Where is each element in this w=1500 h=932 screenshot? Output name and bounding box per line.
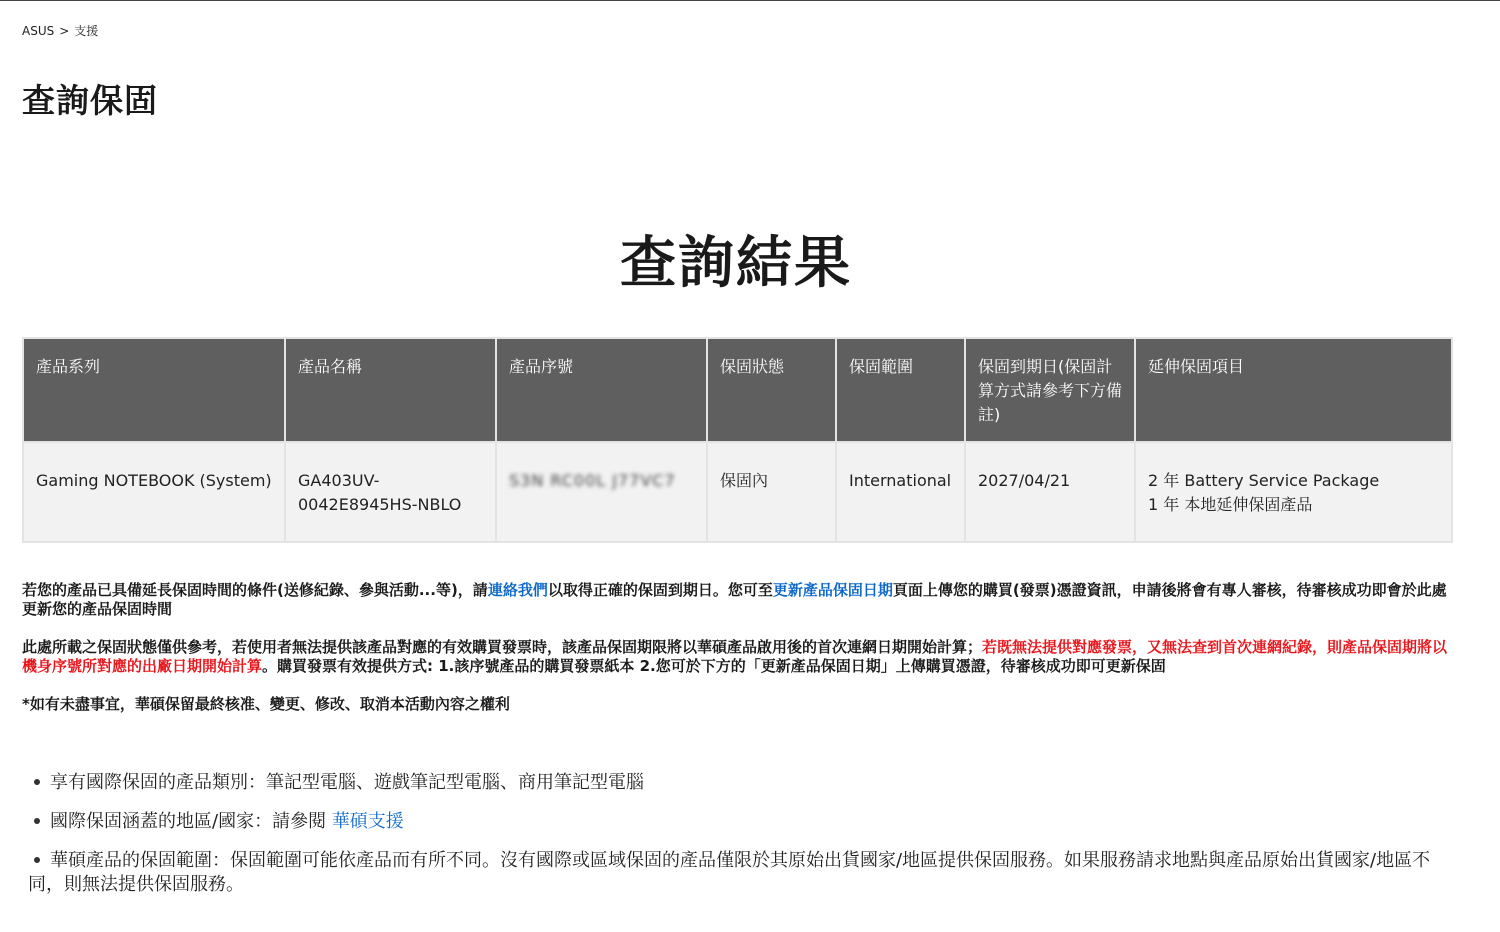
cell-serial-number [496,442,707,542]
breadcrumb-asus-link[interactable]: ASUS [22,24,55,38]
warranty-result-table [22,337,1453,543]
cell-extended-warranty [1135,442,1452,542]
breadcrumb-separator: > [59,24,70,38]
result-title: 查詢結果 [620,231,852,296]
extended-item: 1 年 本地延伸保固產品 [1148,495,1313,514]
warranty-info-list [28,771,1448,912]
header-product-series: 產品系列 [23,338,285,442]
table-row [23,442,1452,542]
header-warranty-status: 保固狀態 [707,338,836,442]
cell-product-name: GA403UV-0042E8945HS-NBLO [285,442,496,542]
note-extension: 若您的產品已具備延長保固時間的條件(送修紀錄、參與活動...等)，請連絡我們以取得正確的保固到期日。您可至更新產品保固日期頁面上傳您的購買(發票)憑證資訊，申請後將會有專人審核，待審核成功即會於此處更新您的產品保固時間 [22,581,1447,618]
warning-text: 若既無法提供對應發票，又無法查到首次連網紀錄，則產品保固期將以機身序號所對應的出廠日期開始計算 [22,638,1448,675]
cell-product-series: Gaming NOTEBOOK (System) [23,442,285,542]
list-item: 華碩產品的保固範圍：保固範圍可能依產品而有所不同。沒有國際或區域保固的產品僅限於其原始出貨國家/地區提供保固服務。如果服務請求地點與產品原始出貨國家/地區不同，則無法提供保固服務。 [28,850,1431,895]
header-extended-warranty: 延伸保固項目 [1135,338,1452,442]
contact-us-link[interactable]: 連絡我們 [487,581,548,599]
breadcrumb [22,22,98,39]
serial-number-blurred: S3N RC00L J77VC7 [509,471,676,490]
table-header-row [23,338,1452,442]
page-title: 查詢保固 [22,81,158,120]
asus-support-link[interactable]: 華碩支援 [331,811,404,832]
cell-warranty-expiry: 2027/04/21 [965,442,1135,542]
note-reference: 此處所載之保固狀態僅供參考，若使用者無法提供該產品對應的有效購買發票時，該產品保固期限將以華碩產品啟用後的首次連網日期開始計算；若既無法提供對應發票，又無法查到首次連網紀錄，則產品保固期將以機身序號所對應的出廠日期開始計算。購買發票有效提供方式: 1.該序號產品的購買發票紙本 2.您可於下方的「更新產品保固日期」上傳購買憑證，待審核成功即可更新保固 [22,638,1448,675]
header-warranty-expiry: 保固到期日(保固計算方式請參考下方備註) [965,338,1135,442]
bullet-icon [34,857,40,863]
warranty-notes [22,581,1454,734]
header-serial-number: 產品序號 [496,338,707,442]
note-disclaimer: *如有未盡事宜，華碩保留最終核准、變更、修改、取消本活動內容之權利 [22,695,510,713]
header-warranty-scope: 保固範圍 [836,338,965,442]
breadcrumb-support-link[interactable]: 支援 [74,24,99,38]
cell-warranty-status: 保固內 [707,442,836,542]
cell-warranty-scope: International [836,442,965,542]
list-item: 國際保固涵蓋的地區/國家：請參閱 華碩支援 [28,810,1448,834]
bullet-icon [34,779,40,785]
list-item: 享有國際保固的產品類別：筆記型電腦、遊戲筆記型電腦、商用筆記型電腦 [28,771,1448,795]
bullet-icon [34,818,40,824]
update-warranty-date-link[interactable]: 更新產品保固日期 [772,581,893,599]
header-product-name: 產品名稱 [285,338,496,442]
extended-item: 2 年 Battery Service Package [1148,471,1380,490]
